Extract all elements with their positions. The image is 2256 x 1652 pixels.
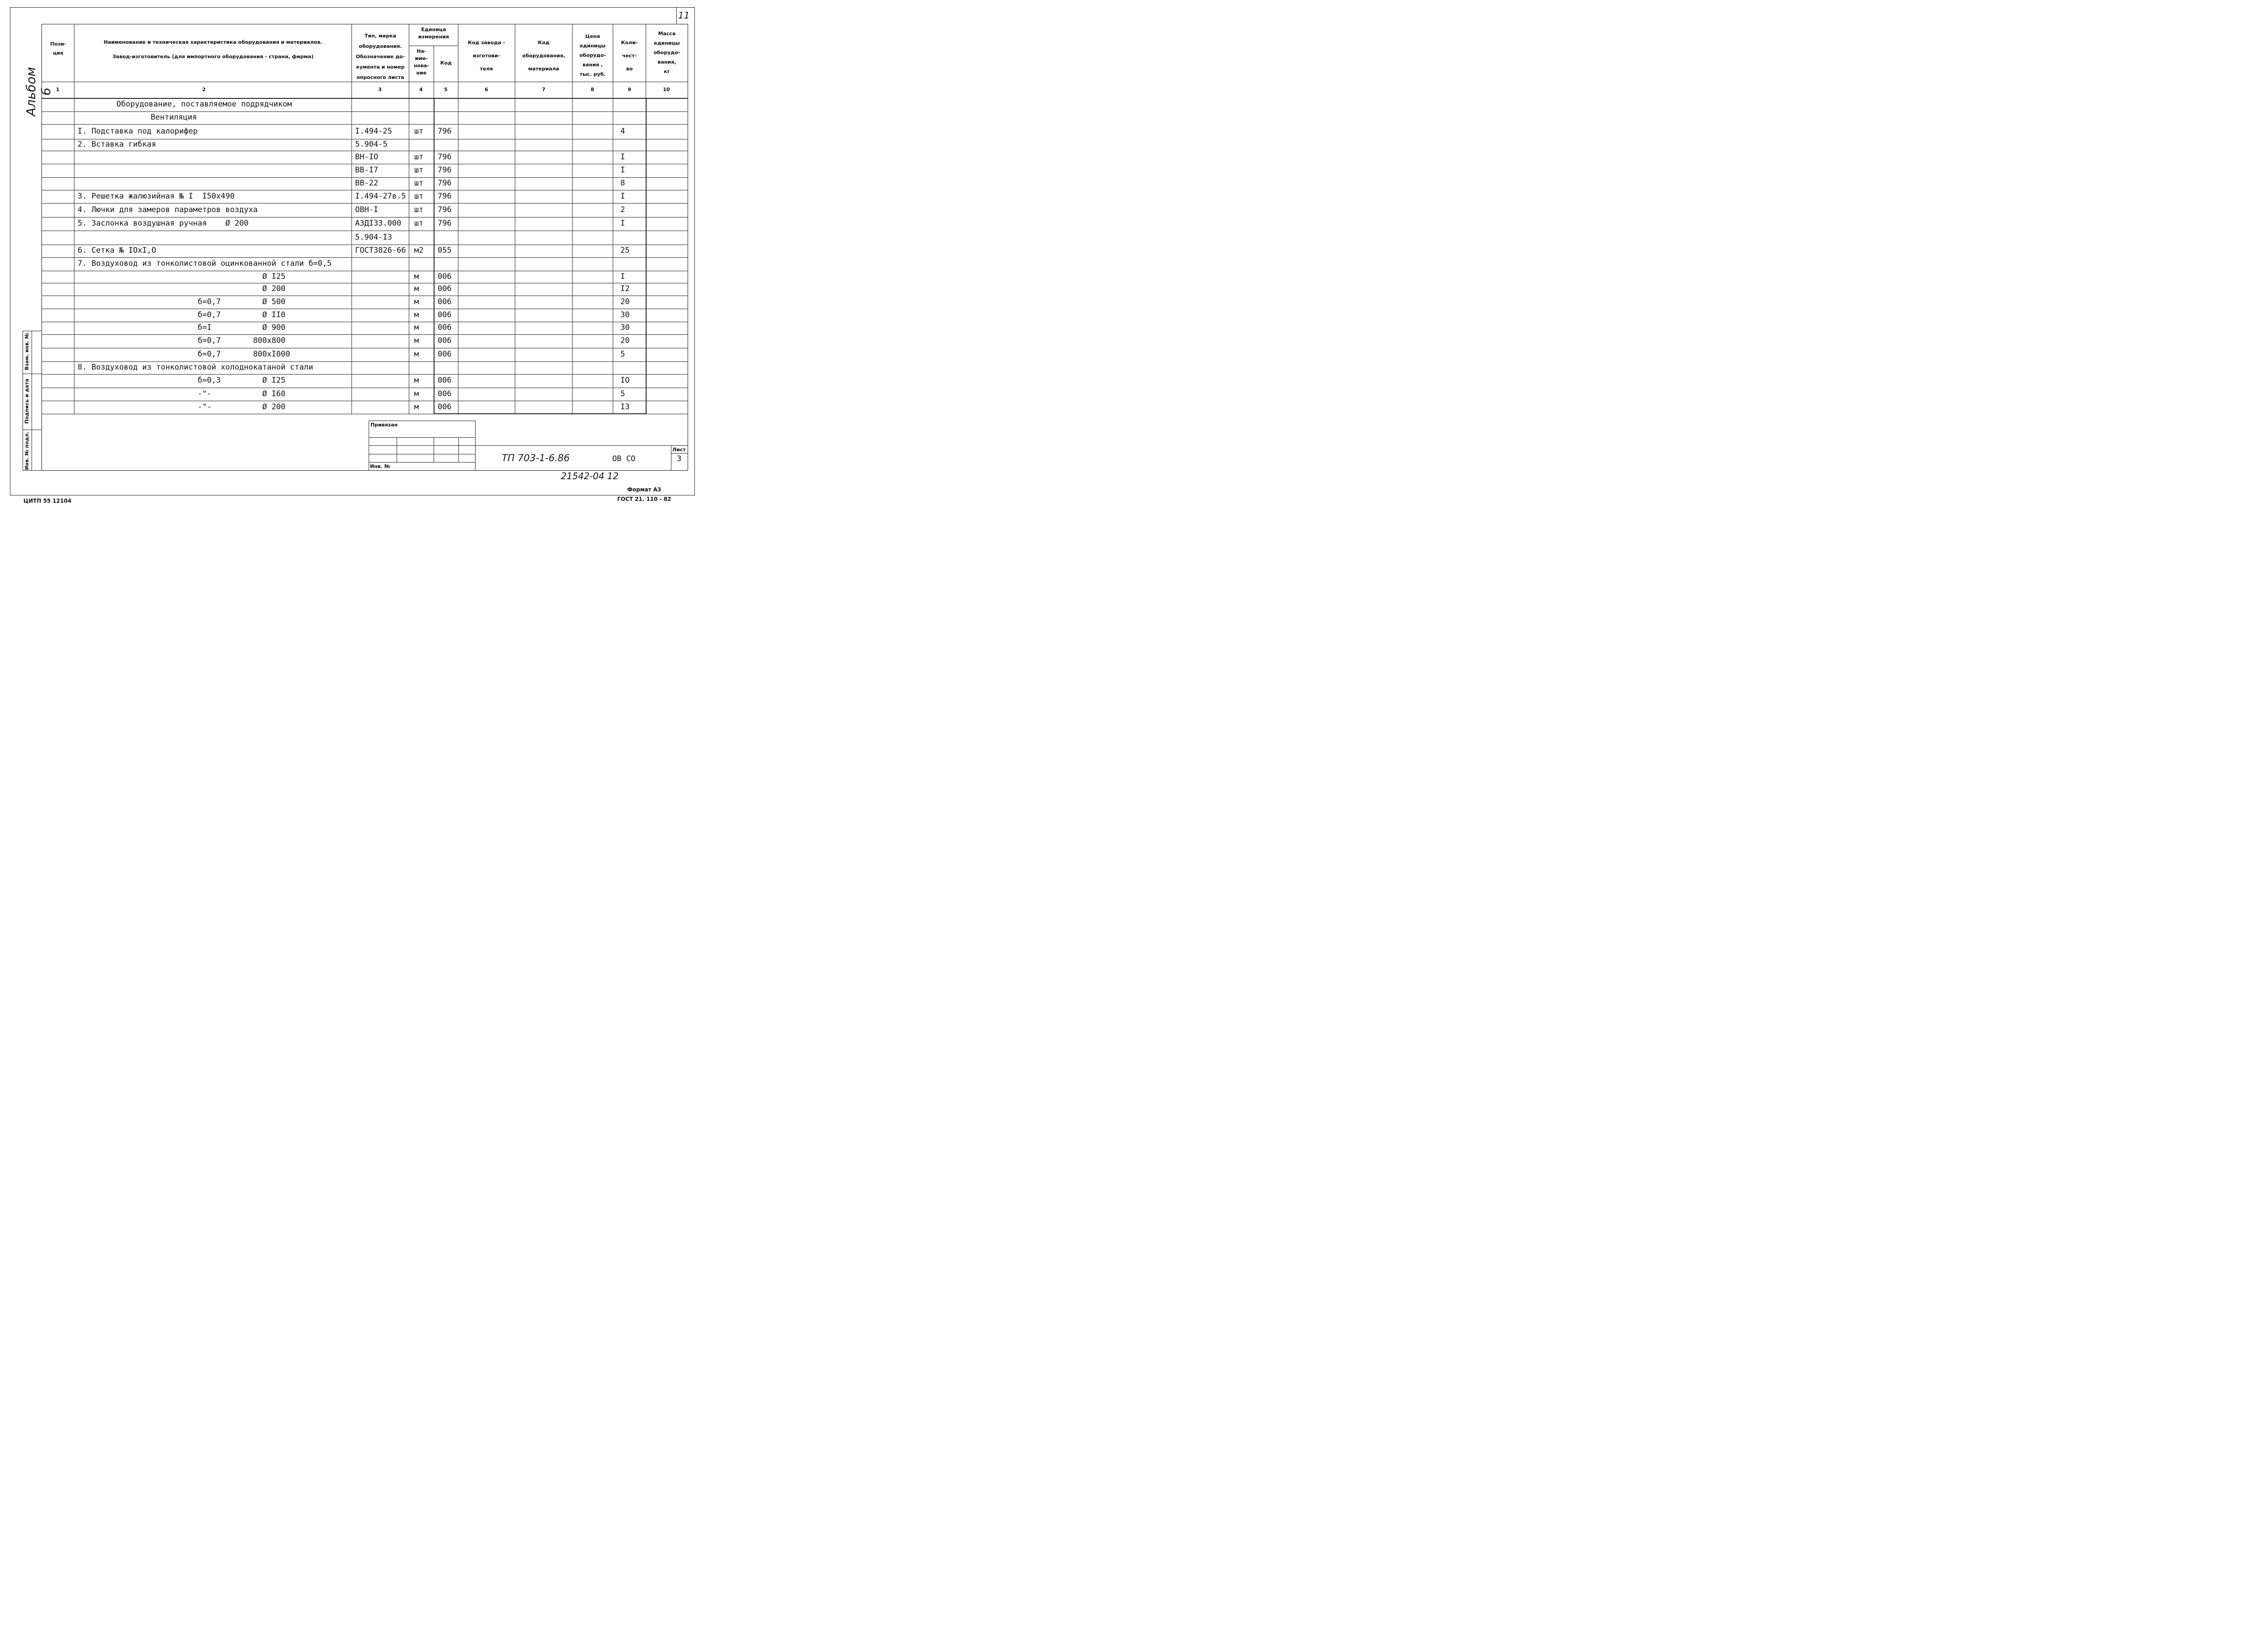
row-unit-code: 796 [438, 219, 452, 228]
row-name: 8. Воздуховод из тонколистовой холоднокатаной стали [78, 363, 313, 372]
row-quantity: I [620, 152, 625, 162]
header-col7: Код оборудования, материала [522, 40, 565, 72]
row-separator [42, 177, 688, 178]
row-unit: м [414, 350, 419, 359]
col-number-3: 3 [378, 87, 382, 93]
footer-left-code: ЦИТП 55 12104 [23, 498, 72, 504]
row-unit-code: 055 [438, 246, 452, 255]
side-stamp-podpis: Подпись и дата [24, 379, 30, 424]
frame-right-line [694, 7, 695, 495]
row-unit-code: 796 [438, 126, 452, 136]
row-name: -"- Ø I60 [78, 389, 286, 398]
row-unit: м2 [414, 246, 424, 255]
row-unit-code: 796 [438, 179, 452, 188]
row-unit: м [414, 284, 419, 293]
row-unit: м [414, 376, 419, 385]
col-number-2: 2 [202, 87, 206, 93]
row-separator [42, 361, 688, 362]
row-name: Ø I25 [78, 272, 286, 281]
row-quantity: I2 [620, 284, 630, 293]
col-number-5: 5 [444, 87, 448, 93]
corner-box-line [676, 8, 677, 24]
col-number-1: 1 [56, 87, 60, 93]
header-col1: Пози- ция [50, 41, 66, 56]
numbers-bottom-line [42, 98, 688, 99]
row-separator [42, 124, 688, 125]
row-quantity: 5 [620, 350, 625, 359]
header-col6: Код завода - изготови- теля [467, 40, 505, 72]
row-unit-code: 796 [438, 152, 452, 162]
row-separator [42, 203, 688, 204]
col-number-8: 8 [591, 87, 594, 93]
col-number-4: 4 [419, 87, 423, 93]
side-stamp-vzam: Взам. инв. № [24, 333, 30, 370]
footer-gost: ГОСТ 21. 110 - 82 [617, 496, 671, 502]
handwritten-number: 21542-04 12 [561, 471, 619, 481]
header-unit-group: Единица измерения [418, 27, 449, 40]
row-unit-code: 796 [438, 166, 452, 175]
row-unit-code: 006 [438, 402, 452, 412]
row-document: АЗДI33.000 [355, 219, 402, 228]
frame-top-line [10, 7, 695, 8]
row-separator [42, 257, 688, 258]
row-name: б=0,7 Ø II0 [78, 310, 286, 319]
row-name: Вентиляция [151, 113, 197, 122]
row-separator [42, 334, 688, 335]
title-block-top [475, 445, 688, 446]
row-unit: шт [414, 205, 424, 214]
header-col8: Цена единицы оборудо- вания , тыс. руб. [579, 33, 606, 77]
sheet-corner-number: 11 [678, 10, 690, 21]
header-col3: Тип, марка оборудования. Обозначение до- кумента и номер опросного листа [356, 33, 405, 80]
row-quantity: 5 [620, 389, 625, 398]
row-unit: шт [414, 166, 424, 175]
row-unit-code: 006 [438, 336, 452, 345]
row-quantity: 2 [620, 205, 625, 214]
format-label: Формат А3 [627, 486, 661, 493]
row-unit: шт [414, 191, 424, 201]
row-unit-code: 006 [438, 350, 452, 359]
row-unit-code: 006 [438, 284, 452, 293]
inv-no-label: Инв. № [370, 463, 391, 469]
row-name: 6. Сетка № IOxI,O [78, 246, 156, 255]
header-col9: Коли- чест- во [621, 40, 638, 72]
body-thick-bottom [434, 413, 646, 414]
row-document: 5.904-5 [355, 140, 388, 149]
privyazan-label: Привязан [370, 422, 398, 428]
col-number-7: 7 [542, 87, 546, 93]
privyazan-col-3 [458, 437, 459, 462]
row-document: I.494-27в.5 [355, 191, 406, 201]
col-number-10: 10 [663, 87, 670, 93]
row-separator [42, 374, 688, 375]
row-unit: м [414, 402, 419, 412]
body-thick-right [646, 98, 647, 414]
col-line-7 [572, 24, 573, 414]
col-line-2 [351, 24, 352, 414]
privyazan-line-4 [369, 462, 475, 463]
row-unit: шт [414, 126, 424, 136]
row-document: ГОСТ3826-66 [355, 246, 406, 255]
side-stamp-inv-podl: Инв. № подл. [24, 431, 30, 470]
row-document: ВН-IO [355, 152, 379, 162]
row-unit: м [414, 310, 419, 319]
row-name: Ø 200 [78, 284, 286, 293]
row-document: ОВН-I [355, 205, 379, 214]
row-unit: шт [414, 219, 424, 228]
header-col10: Масса единицы оборудо- вания, кг [653, 31, 680, 74]
row-document: 5.904-I3 [355, 232, 392, 242]
privyazan-line-1 [369, 437, 475, 438]
row-document: ВВ-I7 [355, 166, 379, 175]
row-name: 7. Воздуховод из тонколистовой оцинкованной стали б=0,5 [78, 259, 332, 268]
album-label: Альбом 6 [23, 67, 53, 116]
row-quantity: I3 [620, 402, 630, 412]
row-quantity: I [620, 191, 625, 201]
row-unit-code: 796 [438, 191, 452, 201]
row-unit: м [414, 336, 419, 345]
list-number: 3 [677, 454, 682, 463]
row-unit-code: 006 [438, 297, 452, 306]
row-name: 2. Вставка гибкая [78, 140, 156, 149]
row-unit-code: 006 [438, 310, 452, 319]
row-quantity: IO [620, 376, 630, 385]
row-quantity: 30 [620, 323, 630, 332]
row-name: 3. Решетка жалюзийная № I I50x490 [78, 191, 235, 201]
row-name: б=0,7 800xI000 [78, 350, 290, 359]
row-name: I. Подставка под калорифер [78, 126, 198, 136]
row-unit: м [414, 389, 419, 398]
row-document: ВВ-22 [355, 179, 379, 188]
row-quantity: 4 [620, 126, 625, 136]
row-name: б=0,7 800x800 [78, 336, 286, 345]
row-name: 5. Заслонка воздушная ручная Ø 200 [78, 219, 249, 228]
row-separator [42, 111, 688, 112]
row-quantity: 20 [620, 336, 630, 345]
row-unit: шт [414, 179, 424, 188]
header-col5: Код [440, 60, 452, 66]
row-quantity: 20 [620, 297, 630, 306]
row-document: I.494-25 [355, 126, 392, 136]
row-unit-code: 006 [438, 272, 452, 281]
header-col4: На- име- нова- ние [413, 48, 430, 76]
row-unit: шт [414, 152, 424, 162]
header-col2-line1: Наименование и техническая характеристика оборудования и материалов. [103, 39, 323, 45]
row-unit: м [414, 272, 419, 281]
privyazan-line-2 [369, 445, 475, 446]
row-unit: м [414, 297, 419, 306]
row-unit-code: 006 [438, 389, 452, 398]
row-name: б=0,7 Ø 500 [78, 297, 286, 306]
col-number-6: 6 [485, 87, 488, 93]
row-name: 4. Лючки для замеров параметров воздуха [78, 205, 258, 214]
row-name: б=I Ø 900 [78, 323, 286, 332]
header-col2-line2: Завод-изготовитель (для импортного оборудования - страна, фирма) [112, 54, 314, 60]
row-unit-code: 796 [438, 205, 452, 214]
row-unit: м [414, 323, 419, 332]
row-name: Оборудование, поставляемое подрядчиком [116, 100, 292, 109]
row-name: б=0,3 Ø I25 [78, 376, 286, 385]
row-quantity: I [620, 272, 625, 281]
row-unit-code: 006 [438, 376, 452, 385]
row-quantity: 25 [620, 246, 630, 255]
row-quantity: 30 [620, 310, 630, 319]
list-label: Лист [672, 447, 686, 453]
row-name: -"- Ø 200 [78, 402, 286, 412]
row-quantity: I [620, 219, 625, 228]
row-unit-code: 006 [438, 323, 452, 332]
row-quantity: 8 [620, 179, 625, 188]
body-thick-left [434, 98, 435, 414]
section-code: ОВ СО [612, 454, 636, 463]
row-quantity: I [620, 166, 625, 175]
doc-code: ТП 703-1-6.86 [502, 453, 570, 463]
col-number-9: 9 [628, 87, 631, 93]
